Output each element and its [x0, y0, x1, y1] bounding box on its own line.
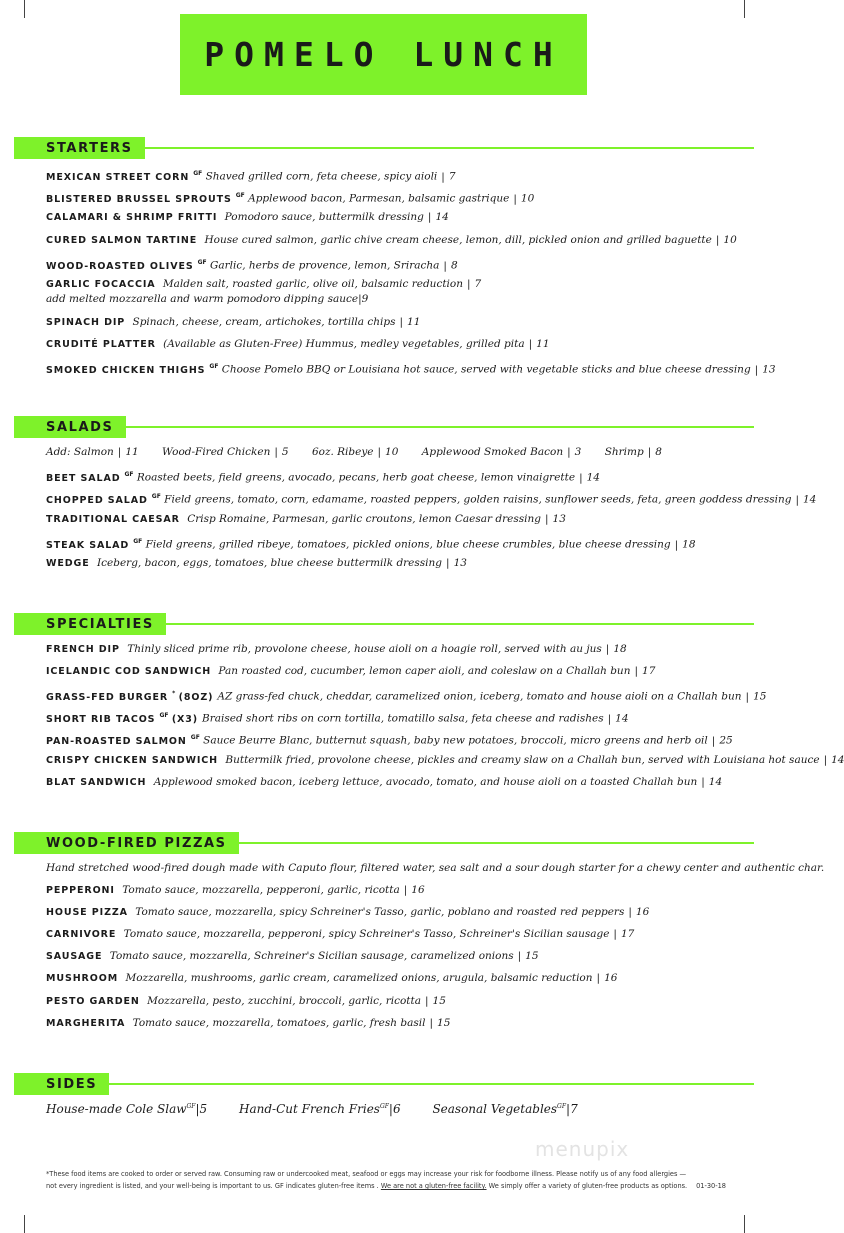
- menu-item: ICELANDIC COD SANDWICH Pan roasted cod, cucumber, lemon caper aioli, and coleslaw on a Challah bun | 17: [46, 665, 656, 677]
- crop-mark: [744, 0, 745, 18]
- side-item: Seasonal Vegetables$^{GF}$|7: [432, 1102, 578, 1116]
- menu-item: SPINACH DIP Spinach, cheese, cream, artichokes, tortilla chips | 11: [46, 316, 421, 328]
- menu-item-addon: add melted mozzarella and warm pomodoro dipping sauce|9: [46, 293, 369, 305]
- menu-title: POMELO LUNCH: [204, 35, 563, 74]
- menu-item: CURED SALMON TARTINE House cured salmon, garlic chive cream cheese, lemon, dill, pickled onion and grilled baguette | 10: [46, 234, 737, 246]
- side-item: House-made Cole Slaw$^{GF}$|5: [46, 1102, 208, 1116]
- section-rule: [14, 1083, 754, 1085]
- section-starters: [14, 137, 754, 159]
- menu-item: HOUSE PIZZA Tomato sauce, mozzarella, spicy Schreiner's Tasso, garlic, poblano and roasted red peppers | 16: [46, 906, 650, 918]
- menu-item: CRUDITÉ PLATTER (Available as Gluten-Free) Hummus, medley vegetables, grilled pita | 11: [46, 338, 550, 350]
- menu-item: FRENCH DIP Thinly sliced prime rib, provolone cheese, house aioli on a hoagie roll, served with au jus | 18: [46, 643, 627, 655]
- watermark: menupix: [535, 1137, 630, 1161]
- sides-list: [46, 1102, 606, 1116]
- menu-item: PESTO GARDEN Mozzarella, pesto, zucchini, broccoli, garlic, ricotta | 15: [46, 995, 446, 1007]
- menu-date: 01-30-18: [696, 1182, 726, 1190]
- menu-item: CALAMARI & SHRIMP FRITTI Pomodoro sauce, buttermilk dressing | 14: [46, 211, 449, 223]
- section-sides: [14, 1073, 754, 1095]
- menu-item: MUSHROOM Mozzarella, mushrooms, garlic cream, caramelized onions, arugula, balsamic reduction | 16: [46, 972, 618, 984]
- salad-addons: Add: Salmon | 11 Wood-Fired Chicken | 5 6oz. Ribeye | 10 Applewood Smoked Bacon | 3 Shrimp | 8: [46, 446, 662, 458]
- section-heading: SIDES: [14, 1073, 109, 1095]
- menu-item: MEXICAN STREET CORN $^{GF}$ Shaved grilled corn, feta cheese, spicy aioli | 7: [46, 170, 456, 183]
- crop-mark: [744, 1215, 745, 1233]
- pizza-intro: Hand stretched wood-fired dough made with Caputo flour, filtered water, sea salt and a sour dough starter for a chewy center and authentic char.: [46, 862, 825, 874]
- menu-item: BEET SALAD $^{GF}$ Roasted beets, field greens, avocado, pecans, herb goat cheese, lemon vinaigrette | 14: [46, 471, 600, 484]
- menu-item: BLISTERED BRUSSEL SPROUTS $^{GF}$ Applewood bacon, Parmesan, balsamic gastrique | 10: [46, 192, 535, 205]
- menu-item: PEPPERONI Tomato sauce, mozzarella, pepperoni, garlic, ricotta | 16: [46, 884, 425, 896]
- menu-item: WOOD-ROASTED OLIVES $^{GF}$ Garlic, herbs de provence, lemon, Sriracha | 8: [46, 259, 458, 272]
- menu-item: GRASS-FED BURGER * (8OZ) AZ grass-fed chuck, cheddar, caramelized onion, iceberg, tomato and house aioli on a Challah bun | 15: [46, 690, 767, 703]
- menu-item: GARLIC FOCACCIA Malden salt, roasted garlic, olive oil, balsamic reduction | 7: [46, 278, 482, 290]
- menu-item: CHOPPED SALAD $^{GF}$ Field greens, tomato, corn, edamame, roasted peppers, golden raisins, sunflower seeds, feta, green goddess dressing | 14: [46, 493, 817, 506]
- menu-item: SAUSAGE Tomato sauce, mozzarella, Schreiner's Sicilian sausage, caramelized onions | 15: [46, 950, 539, 962]
- crop-mark: [24, 0, 25, 18]
- menu-item: CRISPY CHICKEN SANDWICH Buttermilk fried, provolone cheese, pickles and creamy slaw on a Challah bun, served with Louisiana hot sauce | 14: [46, 754, 844, 766]
- section-heading: SPECIALTIES: [14, 613, 166, 635]
- title-banner: [180, 14, 587, 95]
- menu-item: SHORT RIB TACOS $^{GF}$ (X3) Braised short ribs on corn tortilla, tomatillo salsa, feta cheese and radishes | 14: [46, 712, 629, 725]
- section-salads: [14, 416, 754, 438]
- menu-item: SMOKED CHICKEN THIGHS $^{GF}$ Choose Pomelo BBQ or Louisiana hot sauce, served with vegetable sticks and blue cheese dressing | 13: [46, 363, 776, 376]
- menu-item: TRADITIONAL CAESAR Crisp Romaine, Parmesan, garlic croutons, lemon Caesar dressing | 13: [46, 513, 566, 525]
- section-heading: WOOD-FIRED PIZZAS: [14, 832, 239, 854]
- section-heading: STARTERS: [14, 137, 145, 159]
- menu-item: MARGHERITA Tomato sauce, mozzarella, tomatoes, garlic, fresh basil | 15: [46, 1017, 451, 1029]
- menu-item: WEDGE Iceberg, bacon, eggs, tomatoes, blue cheese buttermilk dressing | 13: [46, 557, 467, 569]
- menu-item: PAN-ROASTED SALMON $^{GF}$ Sauce Beurre Blanc, butternut squash, baby new potatoes, broccoli, micro greens and herb oil | 25: [46, 734, 733, 747]
- menu-item: CARNIVORE Tomato sauce, mozzarella, pepperoni, spicy Schreiner's Tasso, Schreiner's Sicilian sausage | 17: [46, 928, 635, 940]
- section-heading: SALADS: [14, 416, 126, 438]
- menu-item: BLAT SANDWICH Applewood smoked bacon, iceberg lettuce, avocado, tomato, and house aioli on a toasted Challah bun | 14: [46, 776, 723, 788]
- menu-item: STEAK SALAD $^{GF}$ Field greens, grilled ribeye, tomatoes, pickled onions, blue cheese crumbles, blue cheese dressing | 18: [46, 538, 696, 551]
- side-item: Hand-Cut French Fries$^{GF}$|6: [239, 1102, 401, 1116]
- section-specialties: [14, 613, 754, 635]
- crop-mark: [24, 1215, 25, 1233]
- allergy-footnote: *These food items are cooked to order or served raw. Consuming raw or undercooked meat, seafood or eggs may increase your risk for foodborne illness. Please notify us of any food allergies — not every ingredient is listed, and your well-being is important to us. GF indicates gluten-free items . We are not a gluten-free facility. We simply offer a variety of gluten-free products as options. 01-30-18: [46, 1170, 726, 1190]
- section-pizzas: [14, 832, 754, 854]
